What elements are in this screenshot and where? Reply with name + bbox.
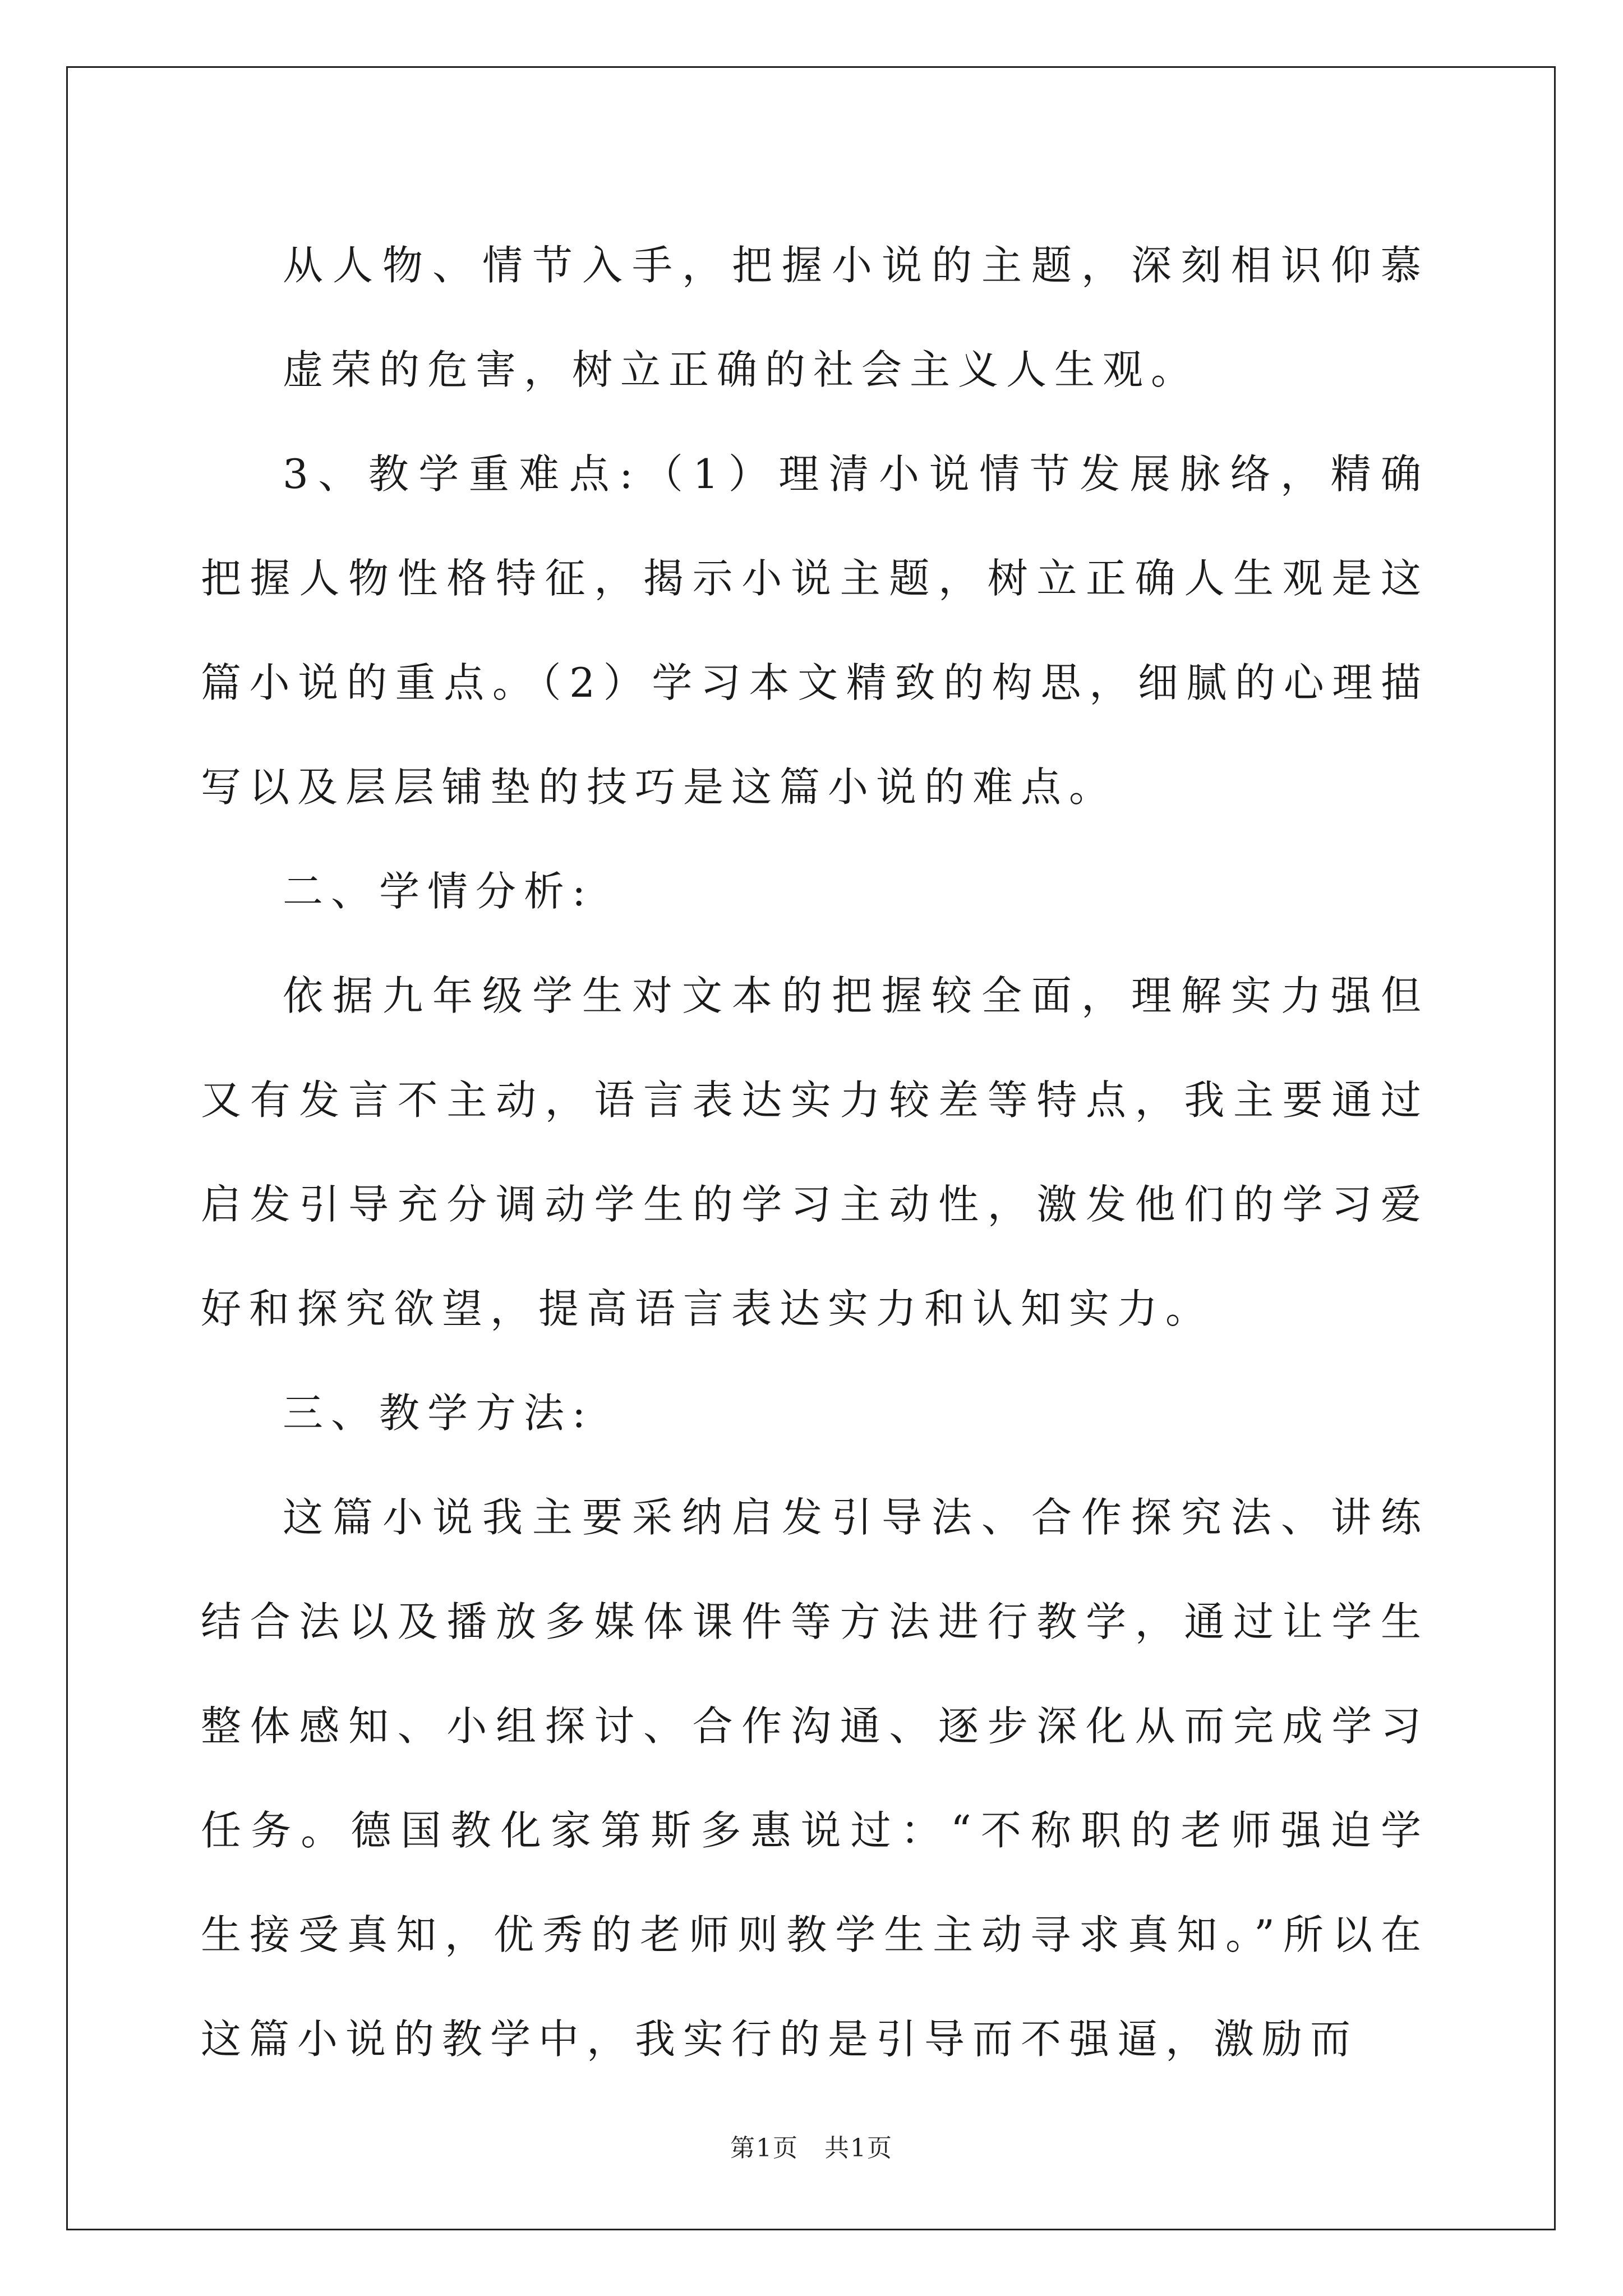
paragraph-1: 从人物、情节入手，把握小说的主题，深刻相识仰慕虚荣的危害，树立正确的社会主义人生观。 bbox=[283, 242, 1429, 393]
paragraph-6: 这篇小说我主要采纳启发引导法、合作探究法、讲练结合法以及播放多媒体课件等方法进行教学，通过让学生整体感知、小组探讨、合作沟通、逐步深化从而完成学习任务。德国教化家第斯多惠说过：“不称职的老师强迫学生接受真知，优秀的老师则教学生主动寻求真知。”所以在这篇小说的教学中，我实行的是引导而不强逼，激励而 bbox=[201, 1494, 1429, 2063]
page-footer: 第1页 共1页 bbox=[730, 2134, 893, 2162]
document-body bbox=[201, 213, 1429, 2091]
paragraph-3-heading: 二、学情分析: bbox=[283, 868, 594, 915]
paragraph-5-heading: 三、教学方法: bbox=[283, 1389, 594, 1437]
paragraph-2: 3、教学重难点:（1）理清小说情节发展脉络，精确把握人物性格特征，揭示小说主题，树立正确人生观是这篇小说的重点。（2）学习本文精致的构思，细腻的心理描写以及层层铺垫的技巧是这篇小说的难点。 bbox=[201, 450, 1429, 811]
paragraph-4: 依据九年级学生对文本的把握较全面，理解实力强但又有发言不主动，语言表达实力较差等特点，我主要通过启发引导充分调动学生的学习主动性，激发他们的学习爱好和探究欲望，提高语言表达实力和认知实力。 bbox=[201, 972, 1429, 1332]
